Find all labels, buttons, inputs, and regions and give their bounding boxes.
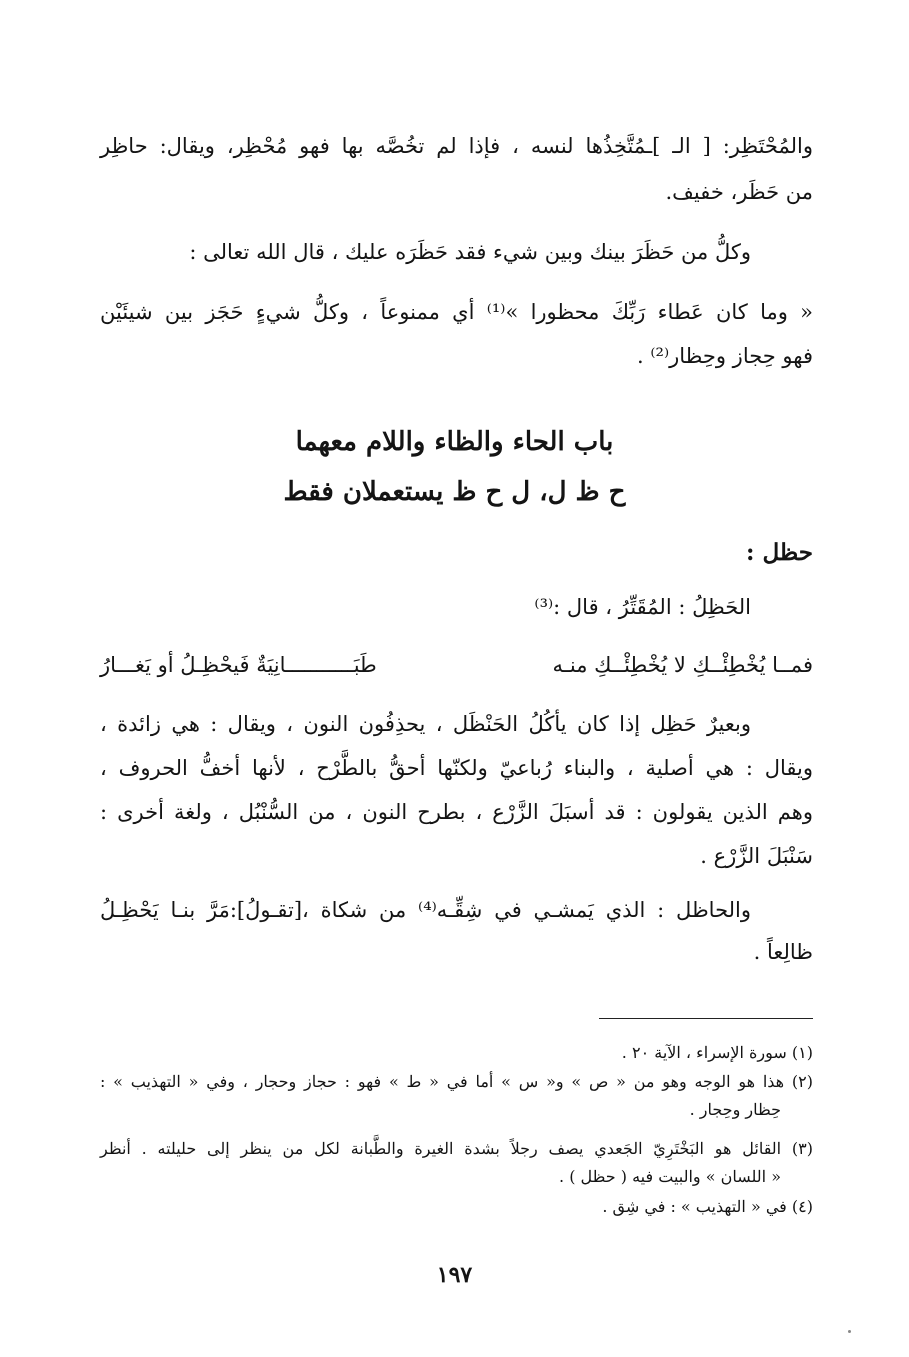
text-line-11: ظالِعاً . (753, 940, 813, 964)
text-line-2: من حَظَر، خفيف. (665, 180, 813, 204)
text-line-8: وهم الذين يقولون : قد أسبَلَ الزَّرْع ، بطرح النون ، من السُّنْبُل ، ولغة أخرى : (100, 800, 813, 824)
scan-speck (848, 1330, 851, 1333)
text-line-10: والحاظل : الذي يَمشـي في شِقِّـه⁽⁴⁾ من شكاة ،[تقـولُ]:مَرَّ بنـا يَحْظِـلُ (100, 898, 751, 922)
footnote-3: (٣) القائل هو البَخْتَرِيّ الجَعدي يصف رجلاً بشدة الغيرة والطَّبانة لكل من ينظر إلى حليلته . أنظر (100, 1139, 813, 1158)
footnote-2-continued: حِظار وحِجار . (689, 1100, 781, 1119)
footnote-separator (599, 1018, 813, 1019)
chapter-subheading: ح ظ ل، ل ح ظ يستعملان فقط (283, 477, 626, 507)
footnote-1: (١) سورة الإسراء ، الآية ٢٠ . (621, 1043, 813, 1062)
page-number: ١٩٧ (436, 1262, 473, 1288)
footnote-3-continued: « اللسان » والبيت فيه ( حظل ) . (559, 1167, 781, 1186)
entry-title: حظل : (745, 539, 813, 566)
verse-first-hemistich: فمــا يُخْطِئْــكِ لا يُخْطِئْــكِ منـه (552, 653, 813, 677)
footnote-2: (٢) هذا هو الوجه وهو من « ص » و« س » أما في « ط » فهو : حجاز وحجار ، وفي « التهذيب » : (100, 1072, 813, 1091)
text-line-1: والمُحْتَظِر: [ الـ ]ـمُتَّخِذُها لنسه ، فإذا لم تخُصَّه بها فهو مُحْظِر، ويقال: حاظِر (100, 134, 813, 158)
entry-definition: الحَظِلُ : المُقَتِّرُ ، قال :⁽³⁾ (534, 595, 751, 619)
poetry-verse (100, 650, 813, 680)
chapter-heading: باب الحاء والظاء واللام معهما (295, 427, 614, 457)
verse-second-hemistich: طَبَـــــــــــانِيَةٌ فَيحْظِـلُ أو يَغـــارُ (100, 653, 377, 677)
text-line-7: ويقال : هي أصلية ، والبناء رُباعيّ ولكنّها أحقُّ بالطَّرْح ، لأنها أخفُّ الحروف ، (100, 756, 813, 780)
quran-quote-line: « وما كان عَطاء رَبِّكَ محظورا »⁽¹⁾ أي ممنوعاً ، وكلُّ شيءٍ حَجَز بين شيئَيْن (100, 300, 813, 324)
text-line-5: فهو حِجاز وحِظار⁽²⁾ . (637, 344, 813, 368)
text-line-3: وكلُّ من حَظَرَ بينك وبين شيء فقد حَظَرَه عليك ، قال الله تعالى : (189, 240, 751, 264)
text-line-6: وبعيرٌ حَظِل إذا كان يأكُلُ الحَنْظَل ، يحذِفُون النون ، ويقال : هي زائدة ، (100, 712, 751, 736)
text-line-9: سَنْبَلَ الزَّرْع . (700, 844, 813, 868)
footnote-4: (٤) في « التهذيب » : في شِق . (602, 1197, 813, 1216)
